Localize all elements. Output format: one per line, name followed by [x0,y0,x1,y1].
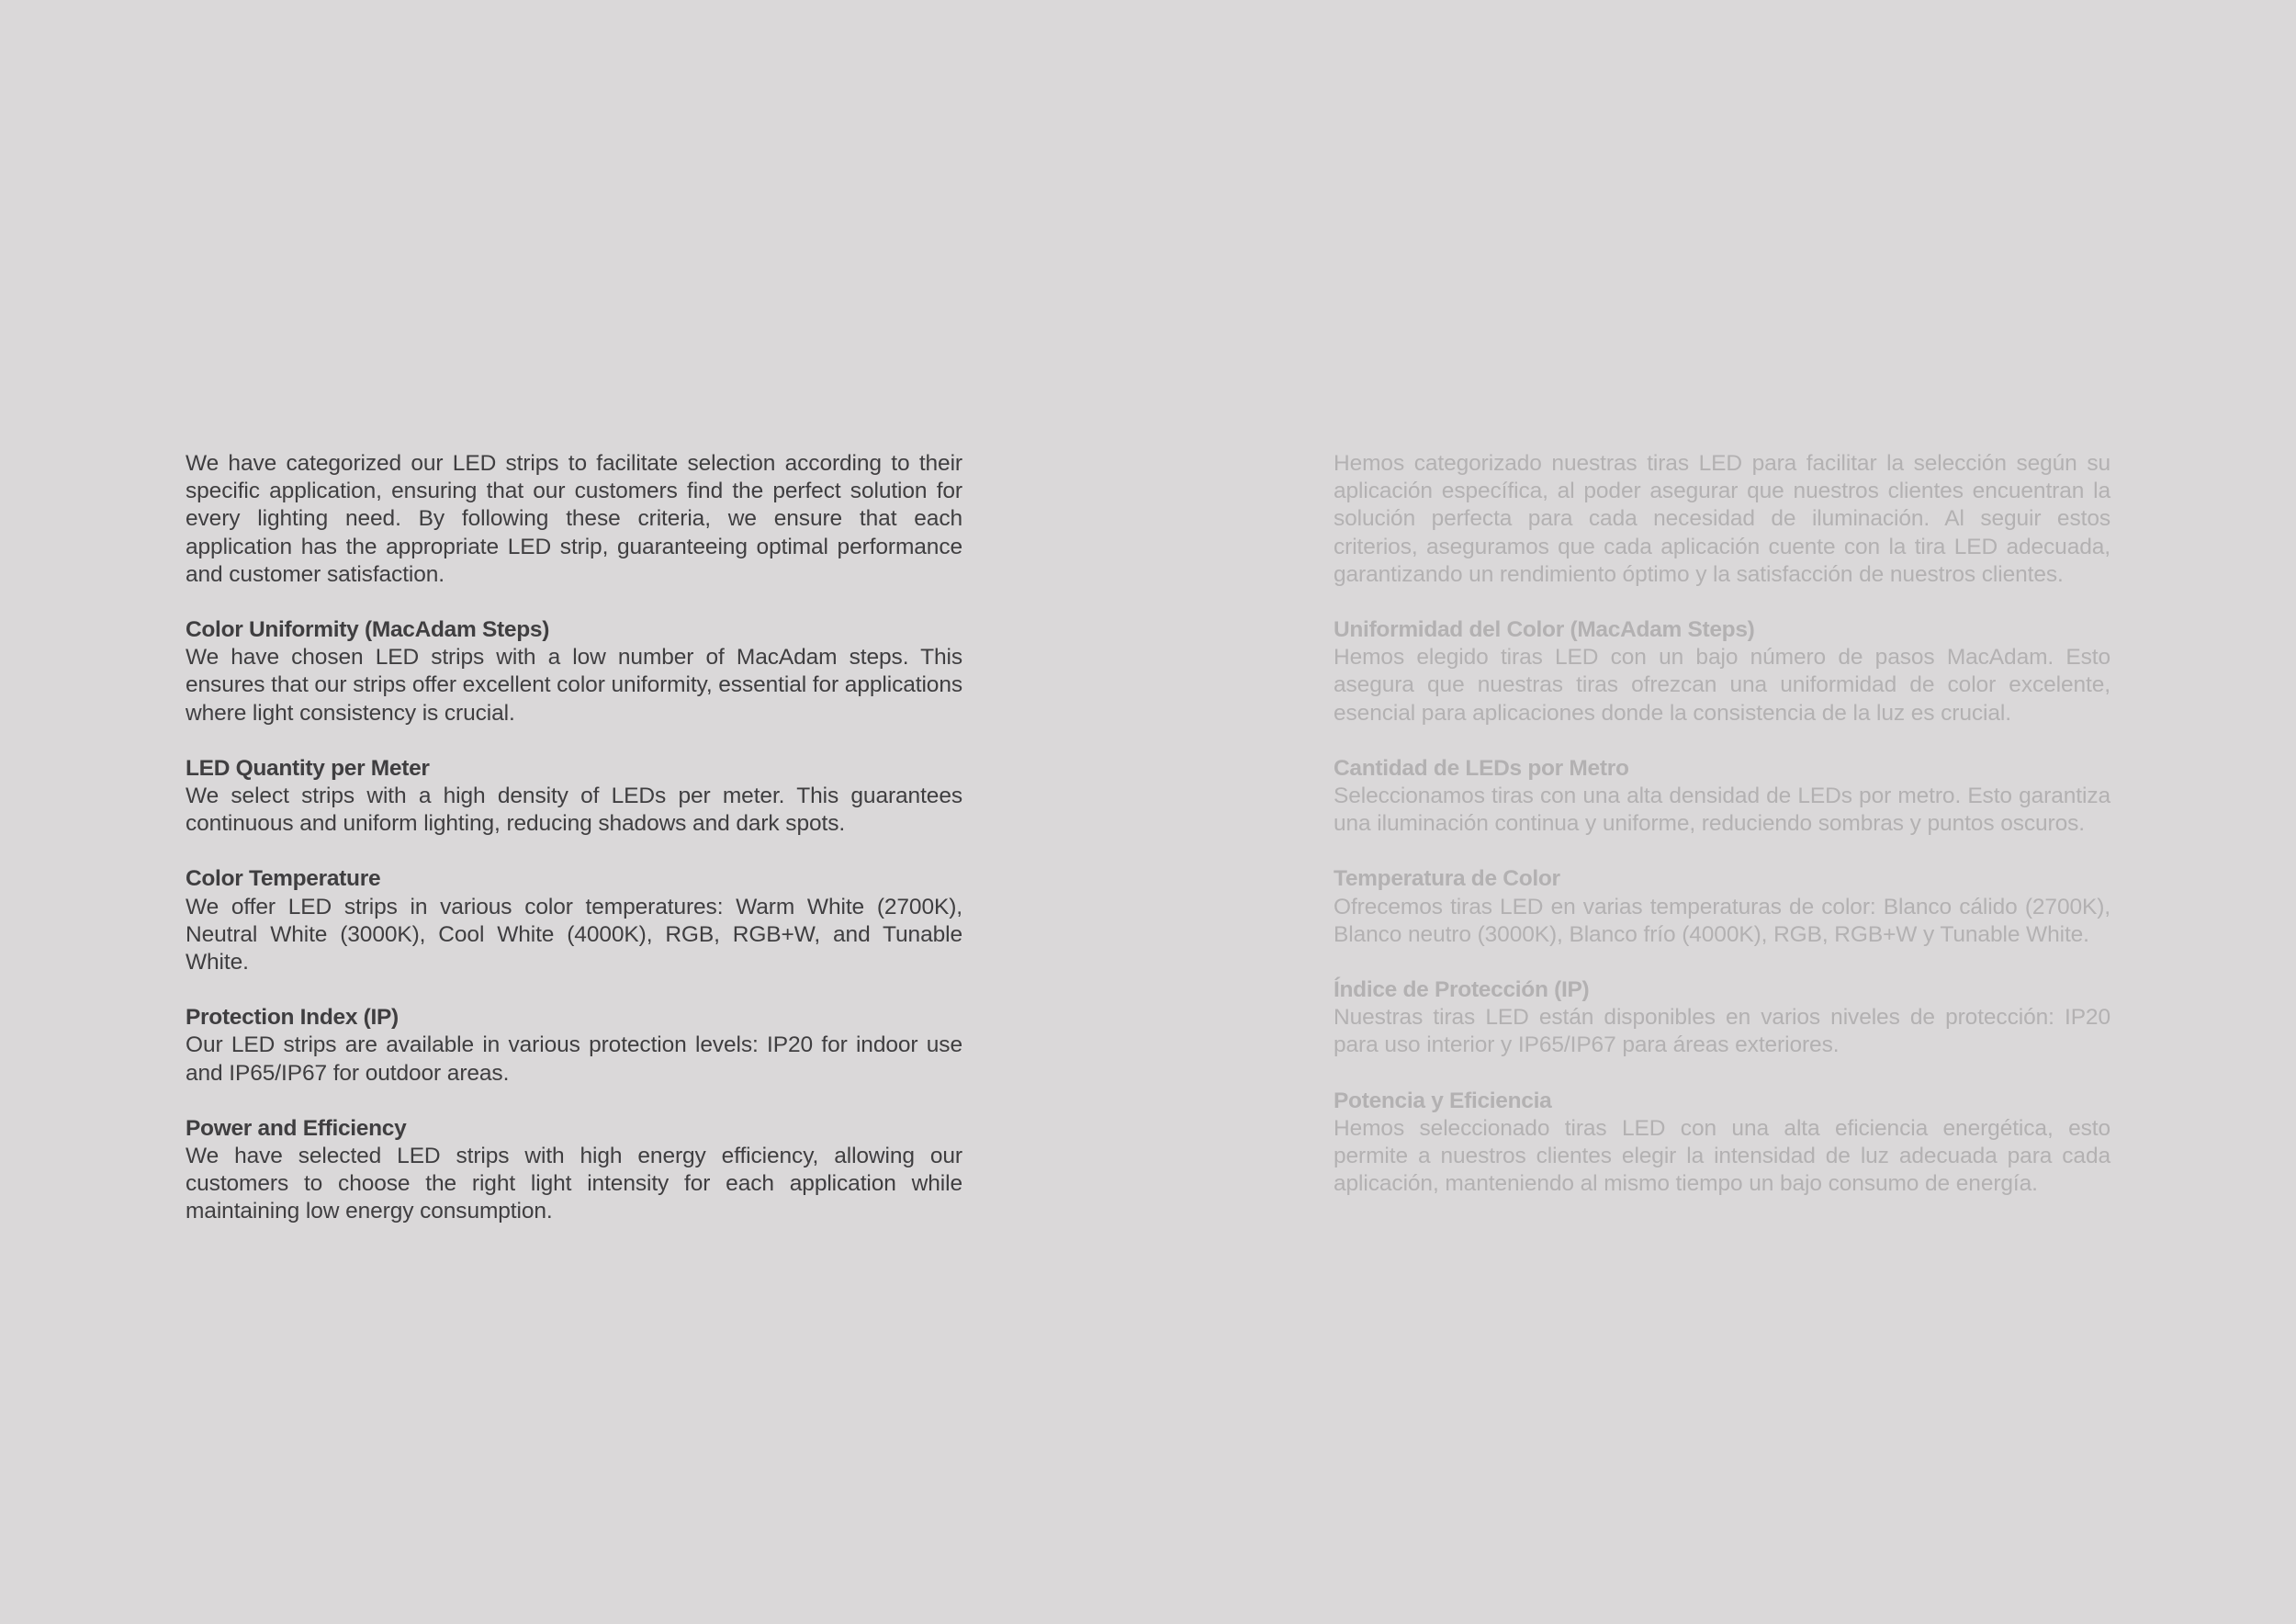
section-title: Power and Efficiency [186,1115,407,1141]
section-title: Color Uniformity (MacAdam Steps) [186,617,550,643]
section-body: We select strips with a high density of LEDs per meter. This guarantees continuous and uniform lighting, reducing shadows and dark spots. [186,784,962,837]
section-title: Protection Index (IP) [186,1005,399,1031]
section-title: Temperatura de Color [1334,866,1560,892]
english-section-power-efficiency [186,1115,962,1226]
section-body: Ofrecemos tiras LED en varias temperaturas de color: Blanco cálido (2700K), Blanco neutro (3000K), Blanco frío (4000K), RGB, RGB+W y Tunable White. [1334,894,2110,947]
spanish-intro: Hemos categorizado nuestras tiras LED para facilitar la selección según su aplicación específica, al poder asegurar que nuestros clientes encuentran la solución perfecta para cada necesidad de iluminación. Al seguir estos criterios, aseguramos que cada aplicación cuente con la tira LED adecuada, garantizando un rendimiento óptimo y la satisfacción de nuestros clientes. [1334,451,2110,587]
english-section-color-uniformity [186,616,962,727]
section-title: LED Quantity per Meter [186,755,430,781]
section-body: Hemos seleccionado tiras LED con una alta eficiencia energética, esto permite a nuestros clientes elegir la intensidad de luz adecuada para cada aplicación, manteniendo al mismo tiempo un bajo consumo de energía. [1334,1115,2110,1197]
section-title: Potencia y Eficiencia [1334,1088,1552,1113]
spanish-section-color-temperature [1334,865,2110,949]
section-body: Hemos elegido tiras LED con un bajo número de pasos MacAdam. Esto asegura que nuestras tiras ofrezcan una uniformidad de color excelente, esencial para aplicaciones donde la consistencia de la luz es crucial. [1334,645,2110,726]
section-title: Uniformidad del Color (MacAdam Steps) [1334,617,1755,643]
spanish-section-led-quantity [1334,755,2110,839]
english-column [186,450,962,1254]
section-title: Cantidad de LEDs por Metro [1334,755,1629,781]
english-intro: We have categorized our LED strips to facilitate selection according to their specific application, ensuring that our customers find the perfect solution for every lighting need. By following these criteria, we ensure that each application has the appropriate LED strip, guaranteeing optimal performance and customer satisfaction. [186,451,962,587]
section-body: Seleccionamos tiras con una alta densidad de LEDs por metro. Esto garantiza una iluminación continua y uniforme, reduciendo sombras y puntos oscuros. [1334,784,2110,837]
spanish-section-color-uniformity [1334,616,2110,727]
english-section-led-quantity [186,755,962,839]
spanish-section-protection-index [1334,976,2110,1060]
section-body: We offer LED strips in various color temperatures: Warm White (2700K), Neutral White (3000K), Cool White (4000K), RGB, RGB+W, and Tunable White. [186,894,962,976]
section-body: Nuestras tiras LED están disponibles en varios niveles de protección: IP20 para uso interior y IP65/IP67 para áreas exteriores. [1334,1005,2110,1058]
section-title: Color Temperature [186,866,381,892]
section-body: We have chosen LED strips with a low number of MacAdam steps. This ensures that our strips offer excellent color uniformity, essential for applications where light consistency is crucial. [186,645,962,726]
spanish-section-power-efficiency [1334,1088,2110,1199]
english-section-color-temperature [186,865,962,976]
english-section-protection-index [186,1004,962,1088]
section-body: We have selected LED strips with high energy efficiency, allowing our customers to choose the right light intensity for each application while maintaining low energy consumption. [186,1144,962,1224]
section-title: Índice de Protección (IP) [1334,977,1590,1003]
spanish-column [1334,450,2110,1225]
section-body: Our LED strips are available in various protection levels: IP20 for indoor use and IP65/IP67 for outdoor areas. [186,1032,962,1086]
